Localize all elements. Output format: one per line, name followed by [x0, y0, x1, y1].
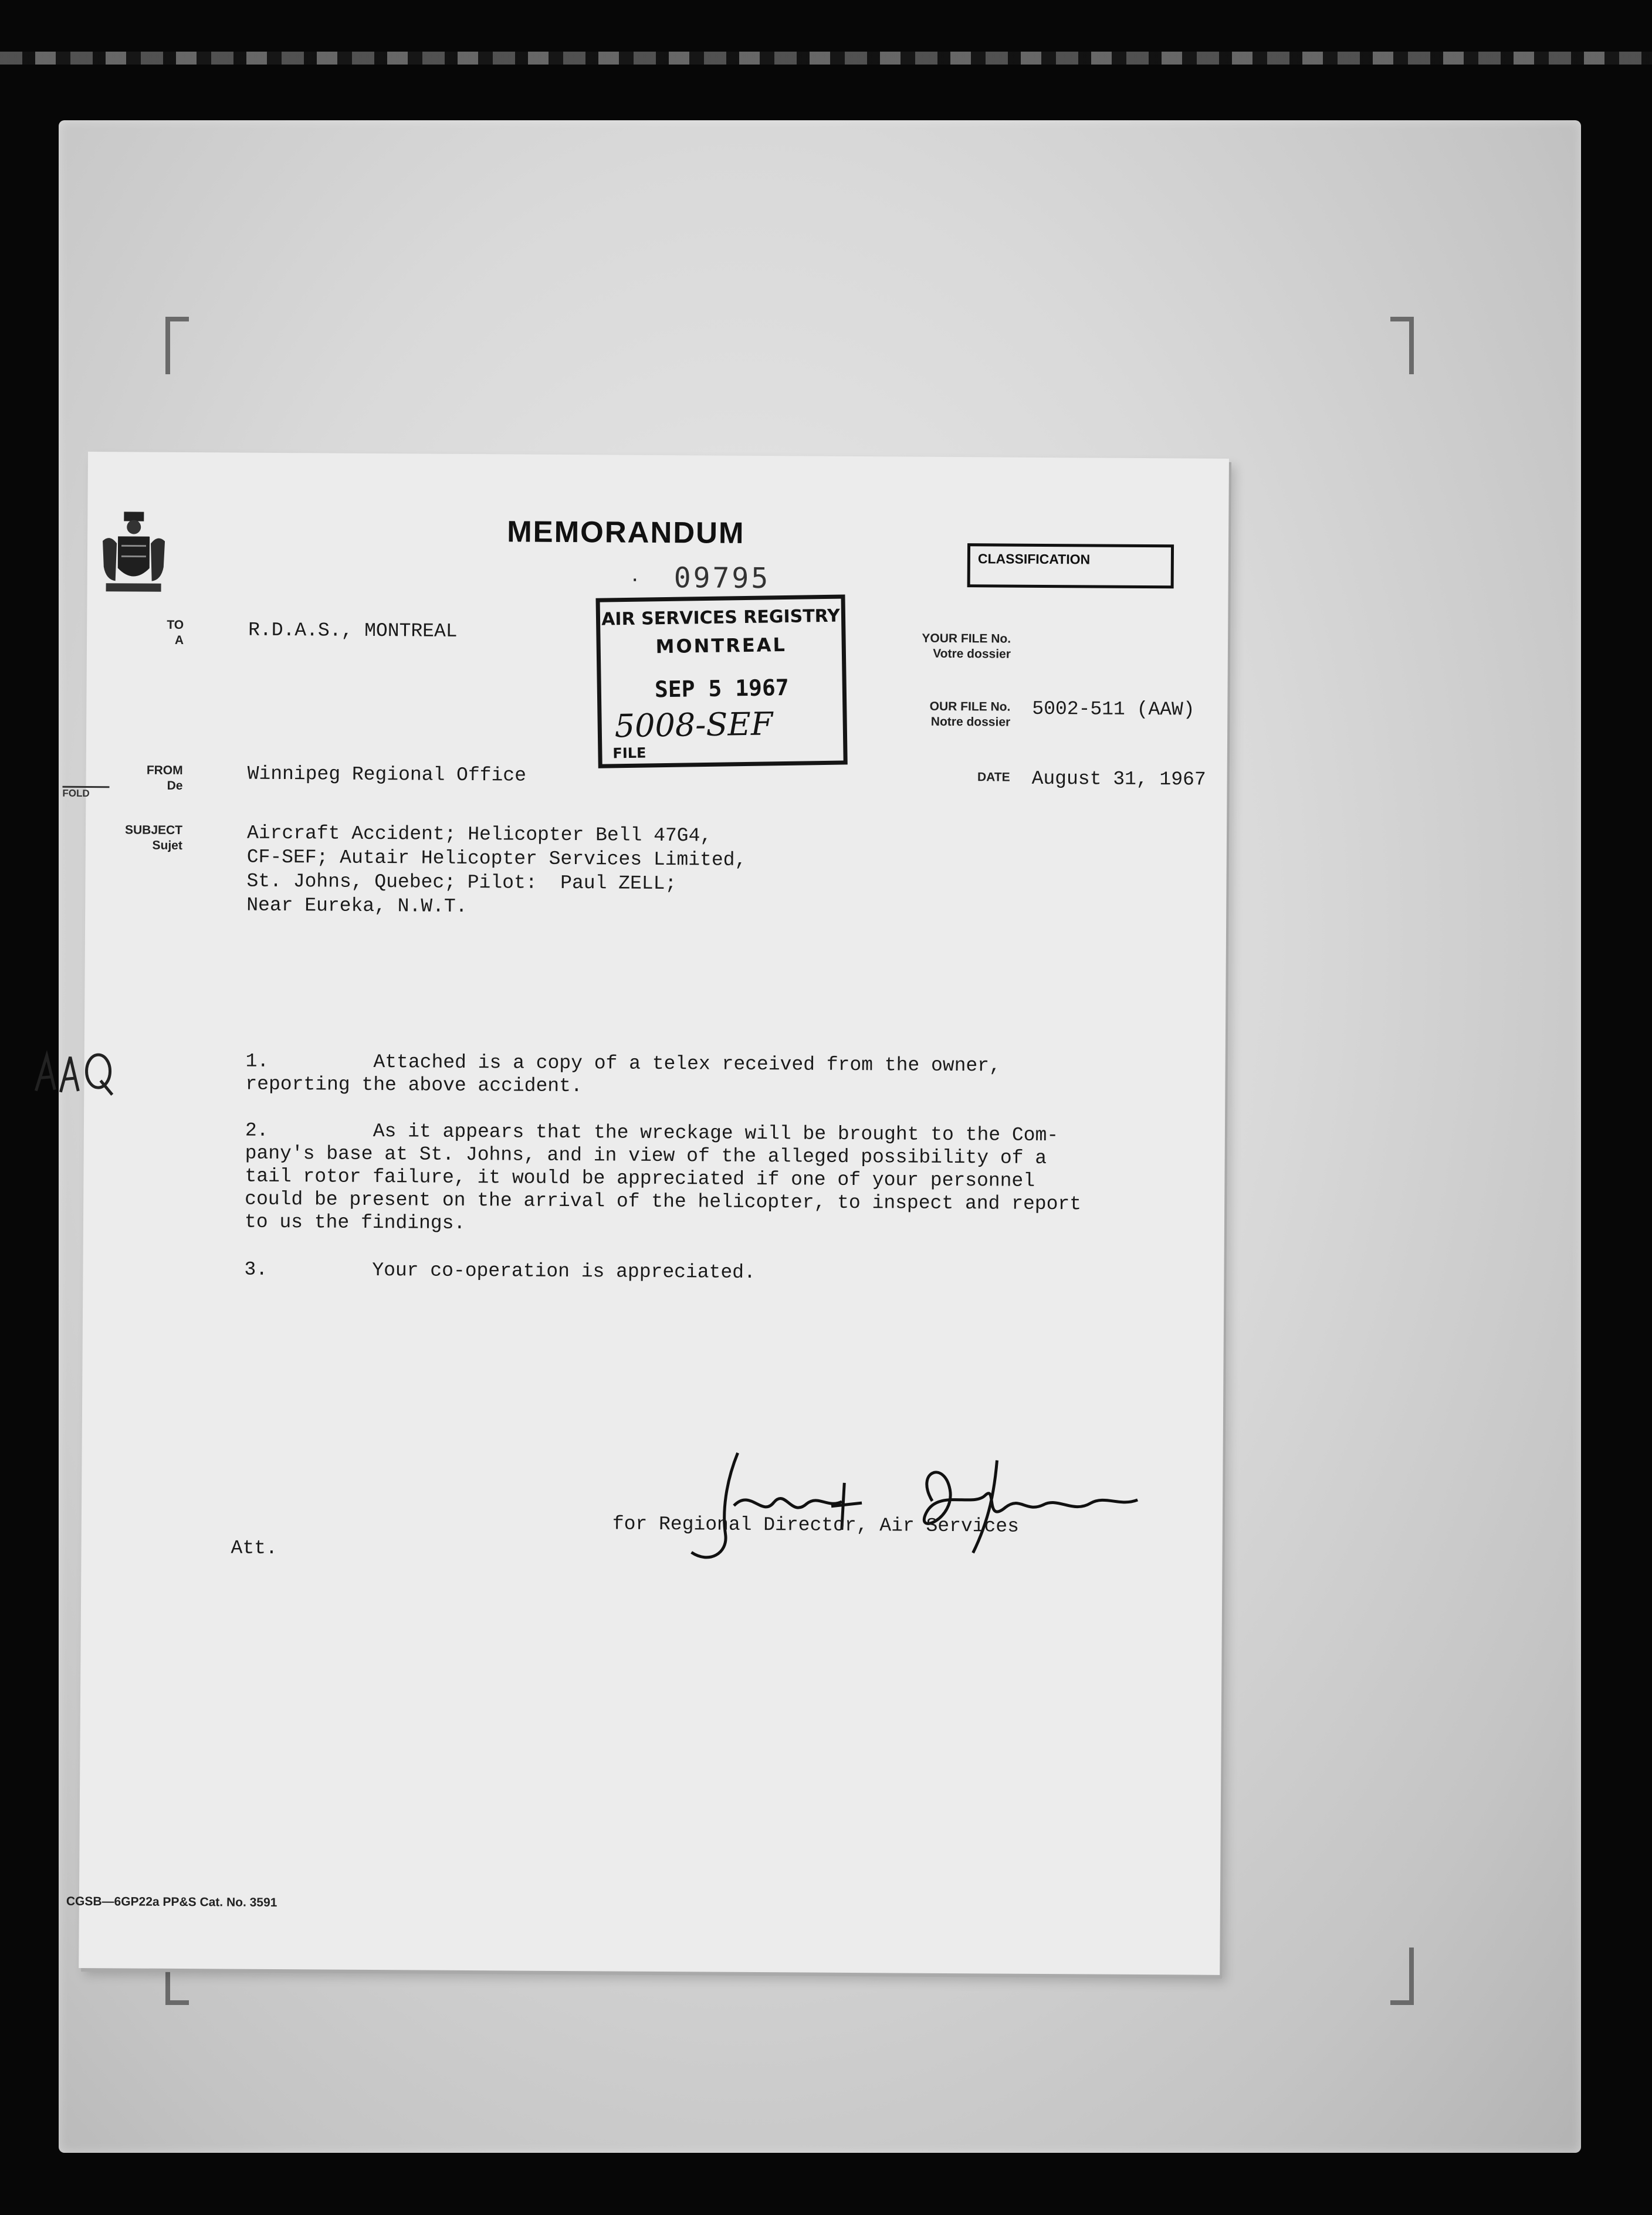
paragraph-1: 1. Attached is a copy of a telex received from the owner, reporting the above accident.: [245, 1050, 1001, 1098]
crop-mark-top-left: [165, 317, 189, 374]
coat-of-arms-icon: [97, 510, 170, 598]
paragraph-3: 3. Your co-operation is appreciated.: [244, 1258, 756, 1283]
crop-mark-bottom-right: [1390, 1948, 1414, 2005]
from-value: Winnipeg Regional Office: [247, 763, 527, 787]
memorandum-sheet: [62, 452, 1229, 1975]
stamp-city-line: MONTREAL: [655, 633, 787, 658]
signature-line: for Regional Director, Air Services: [612, 1513, 1020, 1537]
to-value: R.D.A.S., MONTREAL: [248, 619, 458, 642]
stamp-date: SEP 5 1967: [654, 674, 790, 703]
stamp-file-label: FILE: [612, 744, 646, 762]
your-file-label: YOUR FILE No. Votre dossier: [922, 631, 1011, 661]
stamp-registry-line: AIR SERVICES REGISTRY: [601, 605, 841, 630]
subject-block: [246, 821, 747, 920]
to-label: TO A: [167, 618, 184, 648]
subject-line: Aircraft Accident; Helicopter Bell 47G4,: [246, 822, 712, 847]
subject-line: CF-SEF; Autair Helicopter Services Limited,: [246, 846, 747, 871]
date-value: August 31, 1967: [1031, 767, 1206, 791]
our-file-value: 5002-511 (AAW): [1032, 697, 1195, 721]
date-label: DATE: [977, 770, 1010, 784]
handwritten-margin-note: [31, 1044, 120, 1097]
subject-label: SUBJECT Sujet: [124, 823, 183, 852]
handwritten-signature: [668, 1447, 1149, 1573]
attachment-note: Att.: [231, 1537, 277, 1560]
form-code: CGSB—6GP22a PP&S Cat. No. 3591: [66, 1894, 277, 1910]
registry-serial-number: 09795: [673, 561, 771, 595]
handwritten-margin-note-drawing: [31, 1044, 120, 1097]
serial-dot: .: [631, 560, 639, 587]
crop-mark-top-right: [1390, 317, 1414, 374]
paragraph-2: 2. As it appears that the wreckage will be brought to the Com- pany's base at St. Johns, and in view of the alleged possibility of a tail rotor failure, it would be appreciated if one of your personnel could be present on the arrival of the helicopter, to inspect and report to us the findings.: [244, 1119, 1082, 1234]
memo-title: MEMORANDUM: [507, 514, 745, 550]
our-file-label: OUR FILE No. Notre dossier: [929, 699, 1011, 729]
film-edge: [0, 52, 1652, 65]
fold-mark: FOLD: [62, 786, 109, 800]
subject-line: Near Eureka, N.W.T.: [246, 894, 468, 917]
stamp-handwritten-file: 5008-SEF: [614, 705, 773, 745]
from-label: FROM De: [146, 763, 183, 792]
registry-stamp: [596, 594, 848, 768]
subject-line: St. Johns, Quebec; Pilot: Paul ZELL;: [246, 870, 677, 895]
classification-label: CLASSIFICATION: [977, 551, 1091, 567]
